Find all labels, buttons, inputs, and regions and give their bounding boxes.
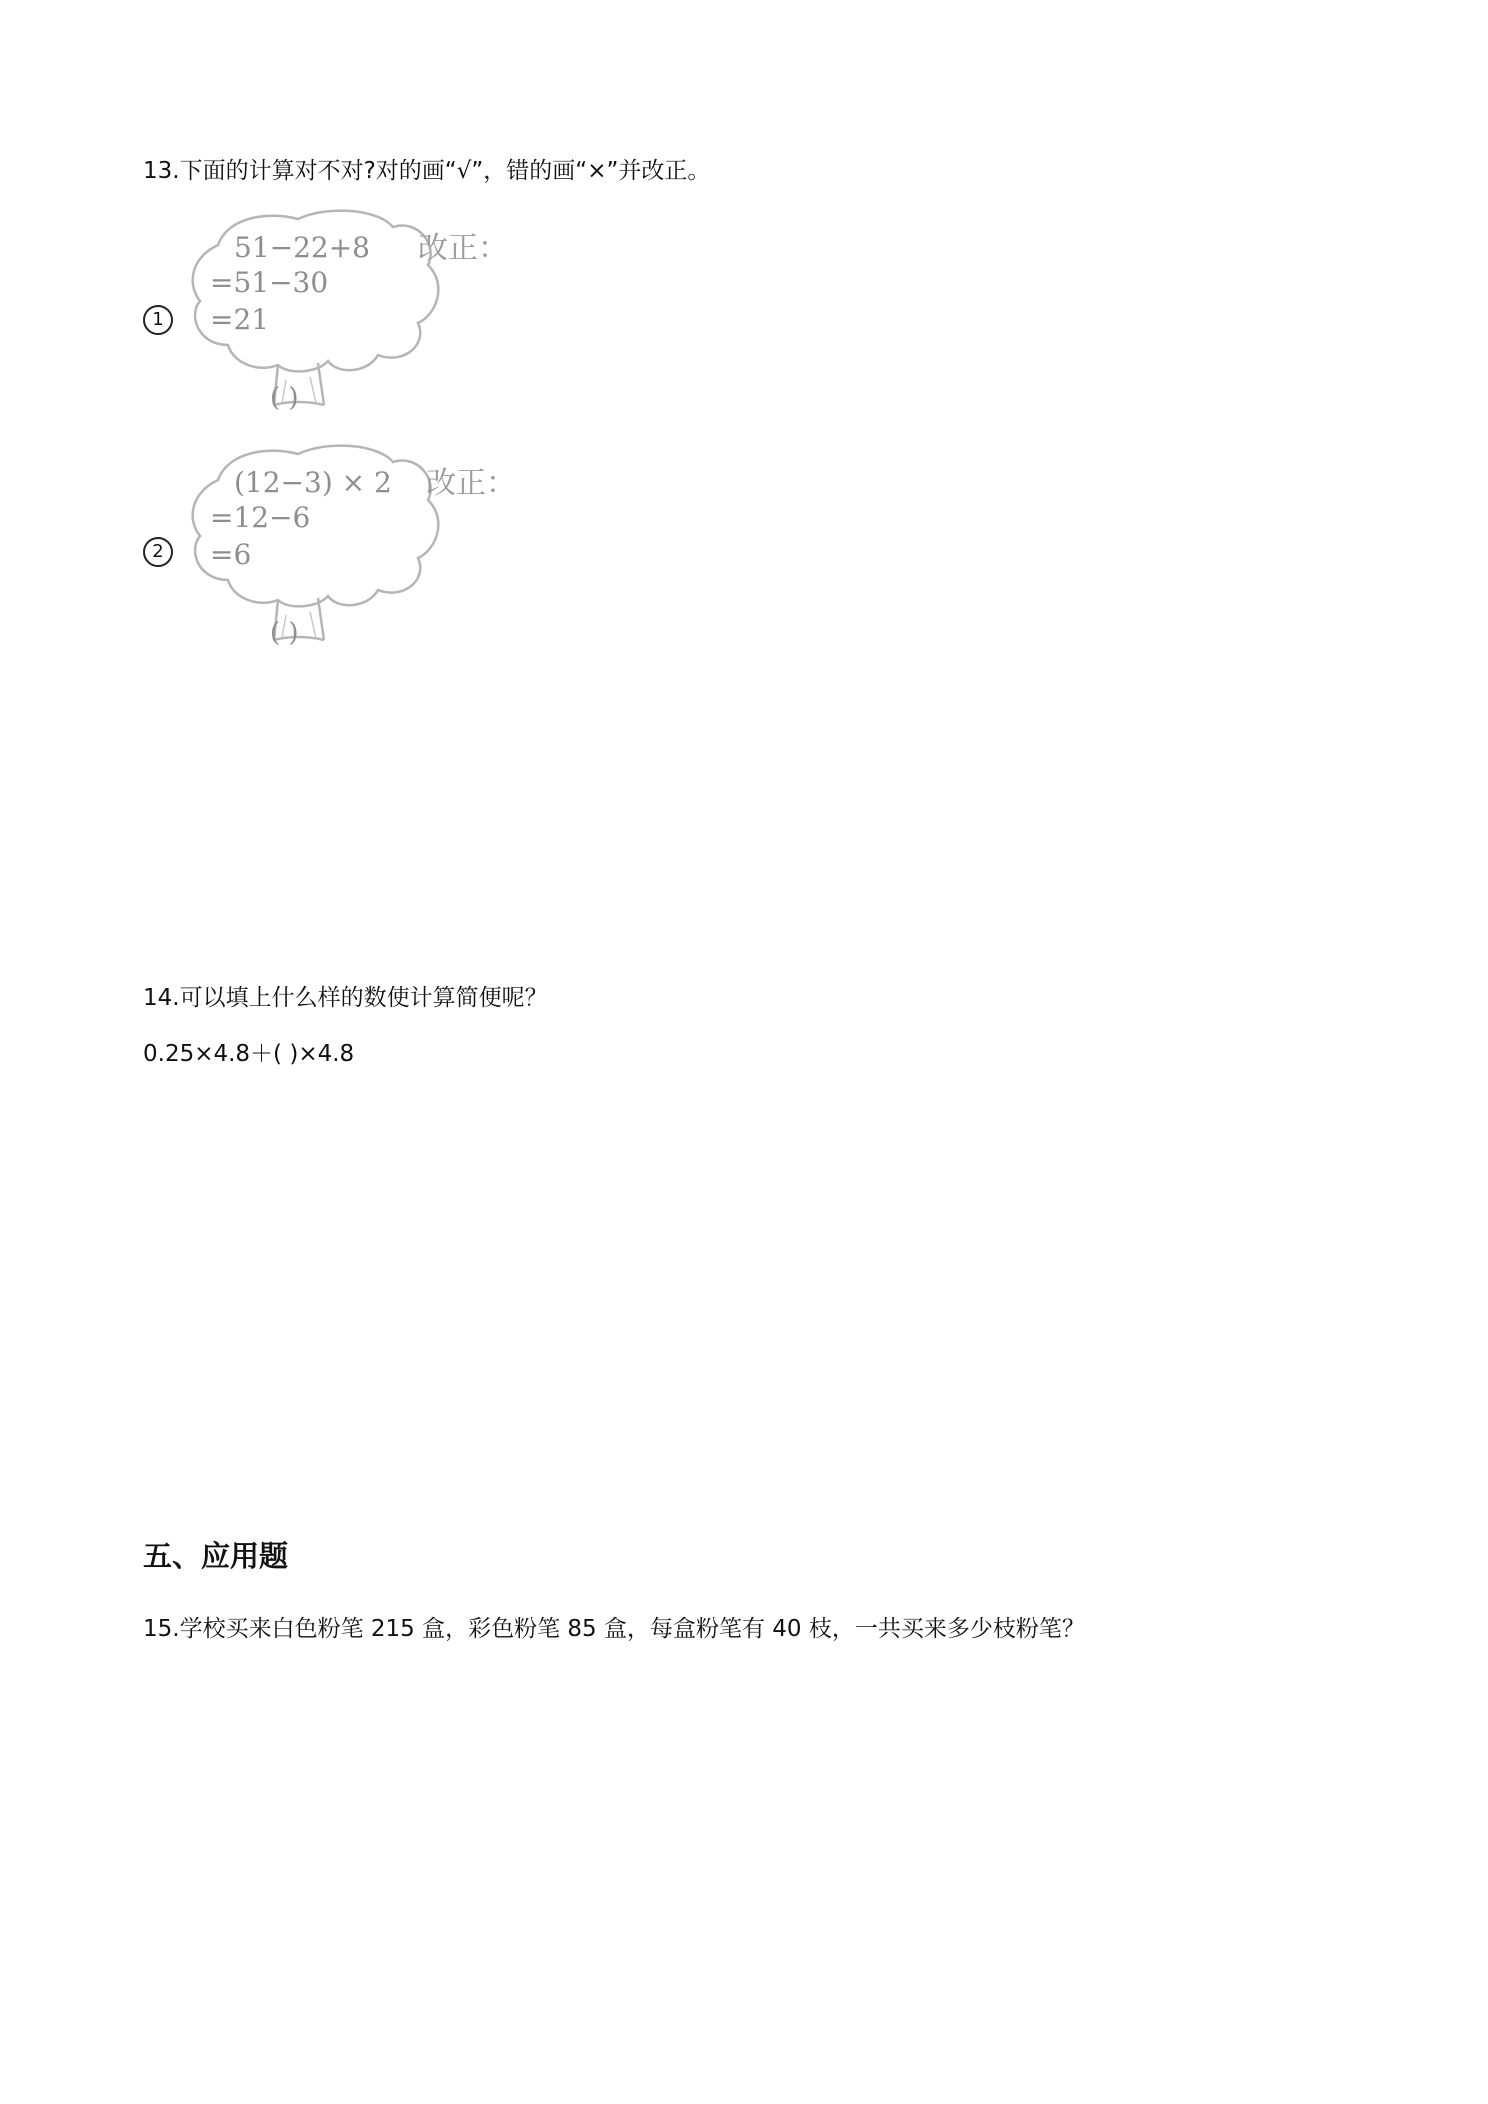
- answer-blank[interactable]: ( ): [270, 383, 299, 413]
- answer-blank[interactable]: ( ): [270, 618, 299, 648]
- question-15-prompt: 15.学校买来白色粉笔 215 盒，彩色粉笔 85 盒，每盒粉笔有 40 枝，一共买来多少枝粉笔？: [143, 1616, 1085, 1642]
- item-marker-1: 1: [143, 305, 173, 335]
- tree-figure-1: [178, 205, 528, 425]
- tree-line-1: 51−22+8: [234, 231, 370, 264]
- tree-line-3: =6: [210, 538, 252, 571]
- section-title: 五、应用题: [143, 1539, 289, 1573]
- question-14-prompt: 14.可以填上什么样的数使计算简便呢？: [143, 985, 548, 1011]
- question-14-expression[interactable]: 0.25×4.8＋( )×4.8: [143, 1041, 355, 1067]
- question-13-prompt: 13.下面的计算对不对?对的画“√”，错的画“×”并改正。: [143, 158, 711, 184]
- tree-line-1: (12−3) × 2: [234, 466, 392, 499]
- item-marker-2: 2: [143, 537, 173, 567]
- tree-line-2: =51−30: [210, 266, 329, 299]
- correction-label: 改正：: [418, 231, 508, 266]
- correction-label: 改正：: [426, 466, 516, 501]
- tree-figure-2: [178, 440, 528, 660]
- tree-line-3: =21: [210, 303, 270, 336]
- tree-line-2: =12−6: [210, 501, 311, 534]
